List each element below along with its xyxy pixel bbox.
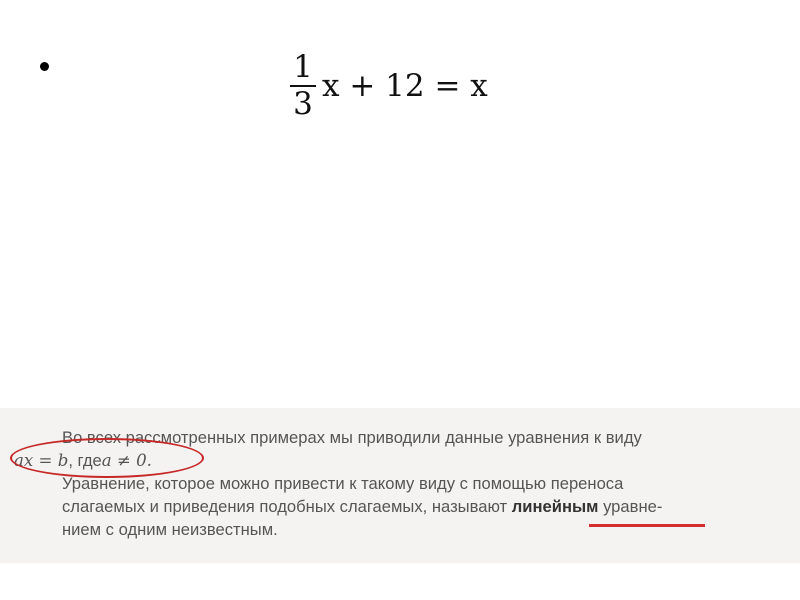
textbook-line-3: Уравнение, которое можно привести к такому виду с помощью переноса bbox=[62, 474, 624, 493]
textbook-line-4 bbox=[62, 495, 792, 518]
equation bbox=[290, 49, 488, 122]
textbook-line-4-end: уравне- bbox=[603, 497, 663, 516]
textbook-line-4-start: слагаемых и приведения подобных слагаемых, называют bbox=[62, 497, 508, 516]
fraction-one-third bbox=[290, 49, 316, 122]
fraction-denominator: 3 bbox=[293, 86, 313, 122]
textbook-line-2-text: , где bbox=[68, 451, 102, 470]
term-linear: линейным bbox=[511, 497, 599, 516]
red-underline-annotation bbox=[589, 524, 705, 527]
textbook-line-1: Во всех рассмотренных примерах мы приводили данные уравнения к виду bbox=[62, 428, 642, 447]
formula-a-not-zero: a ≠ 0. bbox=[101, 451, 152, 470]
red-circle-annotation bbox=[10, 438, 204, 478]
textbook-line-5: нием с одним неизвестным. bbox=[62, 520, 278, 539]
fraction-numerator: 1 bbox=[293, 49, 313, 85]
equation-rest: x + 12 = x bbox=[322, 68, 488, 104]
bullet-point bbox=[40, 62, 49, 71]
formula-ax-b: ax = b bbox=[14, 451, 69, 470]
textbook-excerpt bbox=[0, 408, 800, 563]
